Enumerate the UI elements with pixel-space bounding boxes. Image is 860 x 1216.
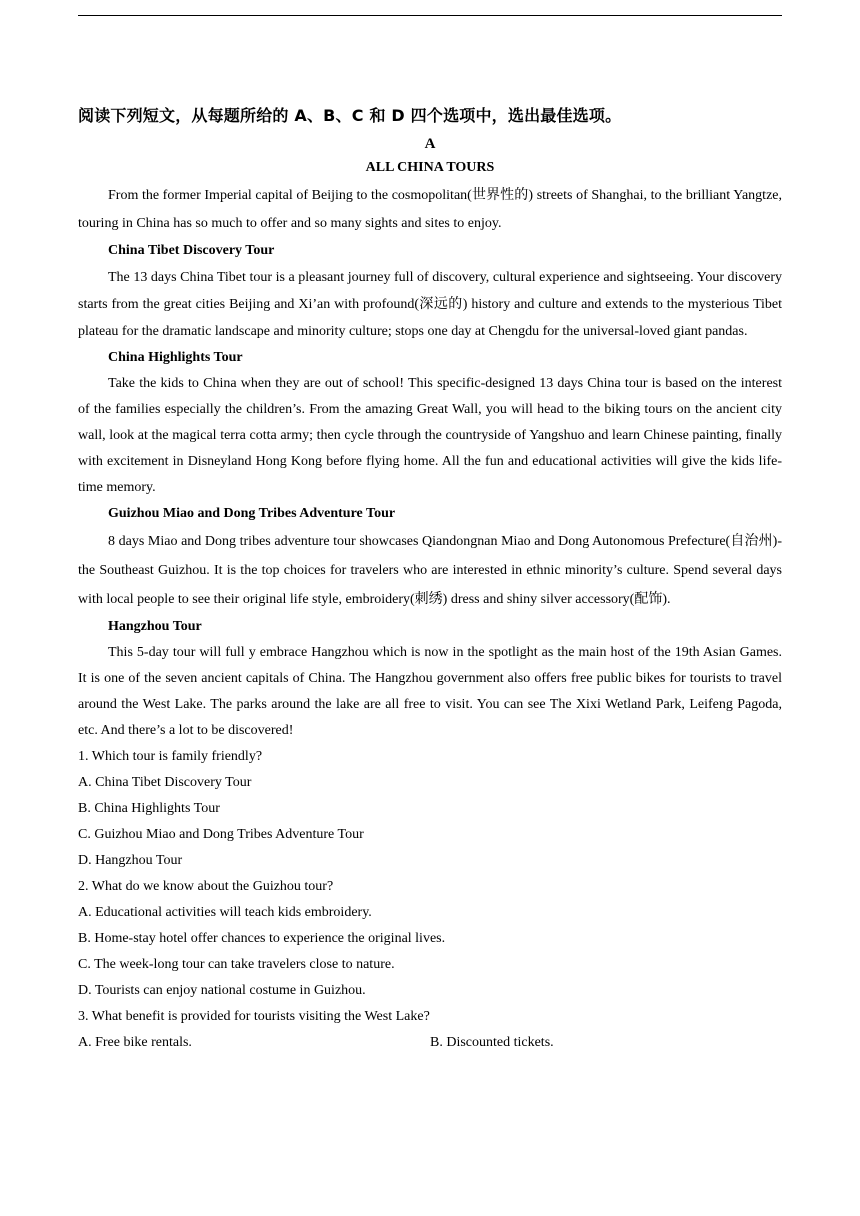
section-heading-hangzhou: Hangzhou Tour <box>108 619 202 634</box>
section-heading-highlights: China Highlights Tour <box>108 350 243 365</box>
question-2-option-c: C. The week-long tour can take travelers close to nature. <box>78 957 395 972</box>
question-2-option-d: D. Tourists can enjoy national costume in Guizhou. <box>78 983 366 998</box>
question-1-stem: 1. Which tour is family friendly? <box>78 749 263 764</box>
question-3-option-a: A. Free bike rentals. <box>78 1035 192 1050</box>
question-1-option-b: B. China Highlights Tour <box>78 801 220 816</box>
section-heading-tibet: China Tibet Discovery Tour <box>108 243 275 258</box>
header-rule <box>78 15 782 16</box>
section-text-hangzhou: This 5-day tour will full y embrace Hangzhou which is now in the spotlight as the main host of the 19th Asian Games. It is one of the seven ancient capitals of China. The Hangzhou government also offers free public bikes for tourists to travel around the West Lake. The parks around the lake are all free to visit. You can see The Xixi Wetland Park, Leifeng Pagoda, etc. And there’s a lot to be discovered! <box>78 645 782 738</box>
section-text-tibet: The 13 days China Tibet tour is a pleasant journey full of discovery, cultural experience and sightseeing. Your discovery starts from the great cities Beijing and Xi’an with profound(深远的) history and culture and extends to the mysterious Tibet plateau for the dramatic landscape and minority culture; stops one day at Chengdu for the universal-loved giant pandas. <box>78 270 782 339</box>
section-text-guizhou: 8 days Miao and Dong tribes adventure tour showcases Qiandongnan Miao and Dong Autonomous Prefecture(自治州)-the Southeast Guizhou. It is the top choices for travelers who are interested in ethnic minority’s culture. Spend several days with local people to see their original life style, embroidery(刺绣) dress and shiny silver accessory(配饰). <box>78 534 782 607</box>
passage-title: ALL CHINA TOURS <box>365 160 495 175</box>
question-3-option-b: B. Discounted tickets. <box>430 1035 554 1050</box>
section-heading-guizhou: Guizhou Miao and Dong Tribes Adventure Tour <box>108 506 396 521</box>
question-3-options-row <box>78 1030 782 1056</box>
question-3-stem: 3. What benefit is provided for tourists visiting the West Lake? <box>78 1009 430 1024</box>
question-2-option-a: A. Educational activities will teach kids embroidery. <box>78 905 372 920</box>
question-2-option-b: B. Home-stay hotel offer chances to experience the original lives. <box>78 931 446 946</box>
passage-intro: From the former Imperial capital of Beijing to the cosmopolitan(世界性的) streets of Shanghai, to the brilliant Yangtze, touring in China has so much to offer and so many sights and sites to enjoy. <box>78 188 782 231</box>
passage-letter: A <box>424 136 436 152</box>
page-content <box>78 104 782 1056</box>
instruction: 阅读下列短文，从每题所给的 A、B、C 和 D 四个选项中，选出最佳选项。 <box>78 106 622 125</box>
question-1-option-a: A. China Tibet Discovery Tour <box>78 775 252 790</box>
question-2-stem: 2. What do we know about the Guizhou tour? <box>78 879 334 894</box>
question-1-option-d: D. Hangzhou Tour <box>78 853 183 868</box>
section-text-highlights: Take the kids to China when they are out of school! This specific-designed 13 days China tour is based on the interest of the families especially the children’s. From the amazing Great Wall, you will head to the biking tours on the ancient city wall, look at the magical terra cotta army; then cycle through the countryside of Yangshuo and learn Chinese painting, finally with excitement in Disneyland Hong Kong before flying home. All the fun and educational activities will give the kids life-time memory. <box>78 376 782 495</box>
question-1-option-c: C. Guizhou Miao and Dong Tribes Adventure Tour <box>78 827 364 842</box>
